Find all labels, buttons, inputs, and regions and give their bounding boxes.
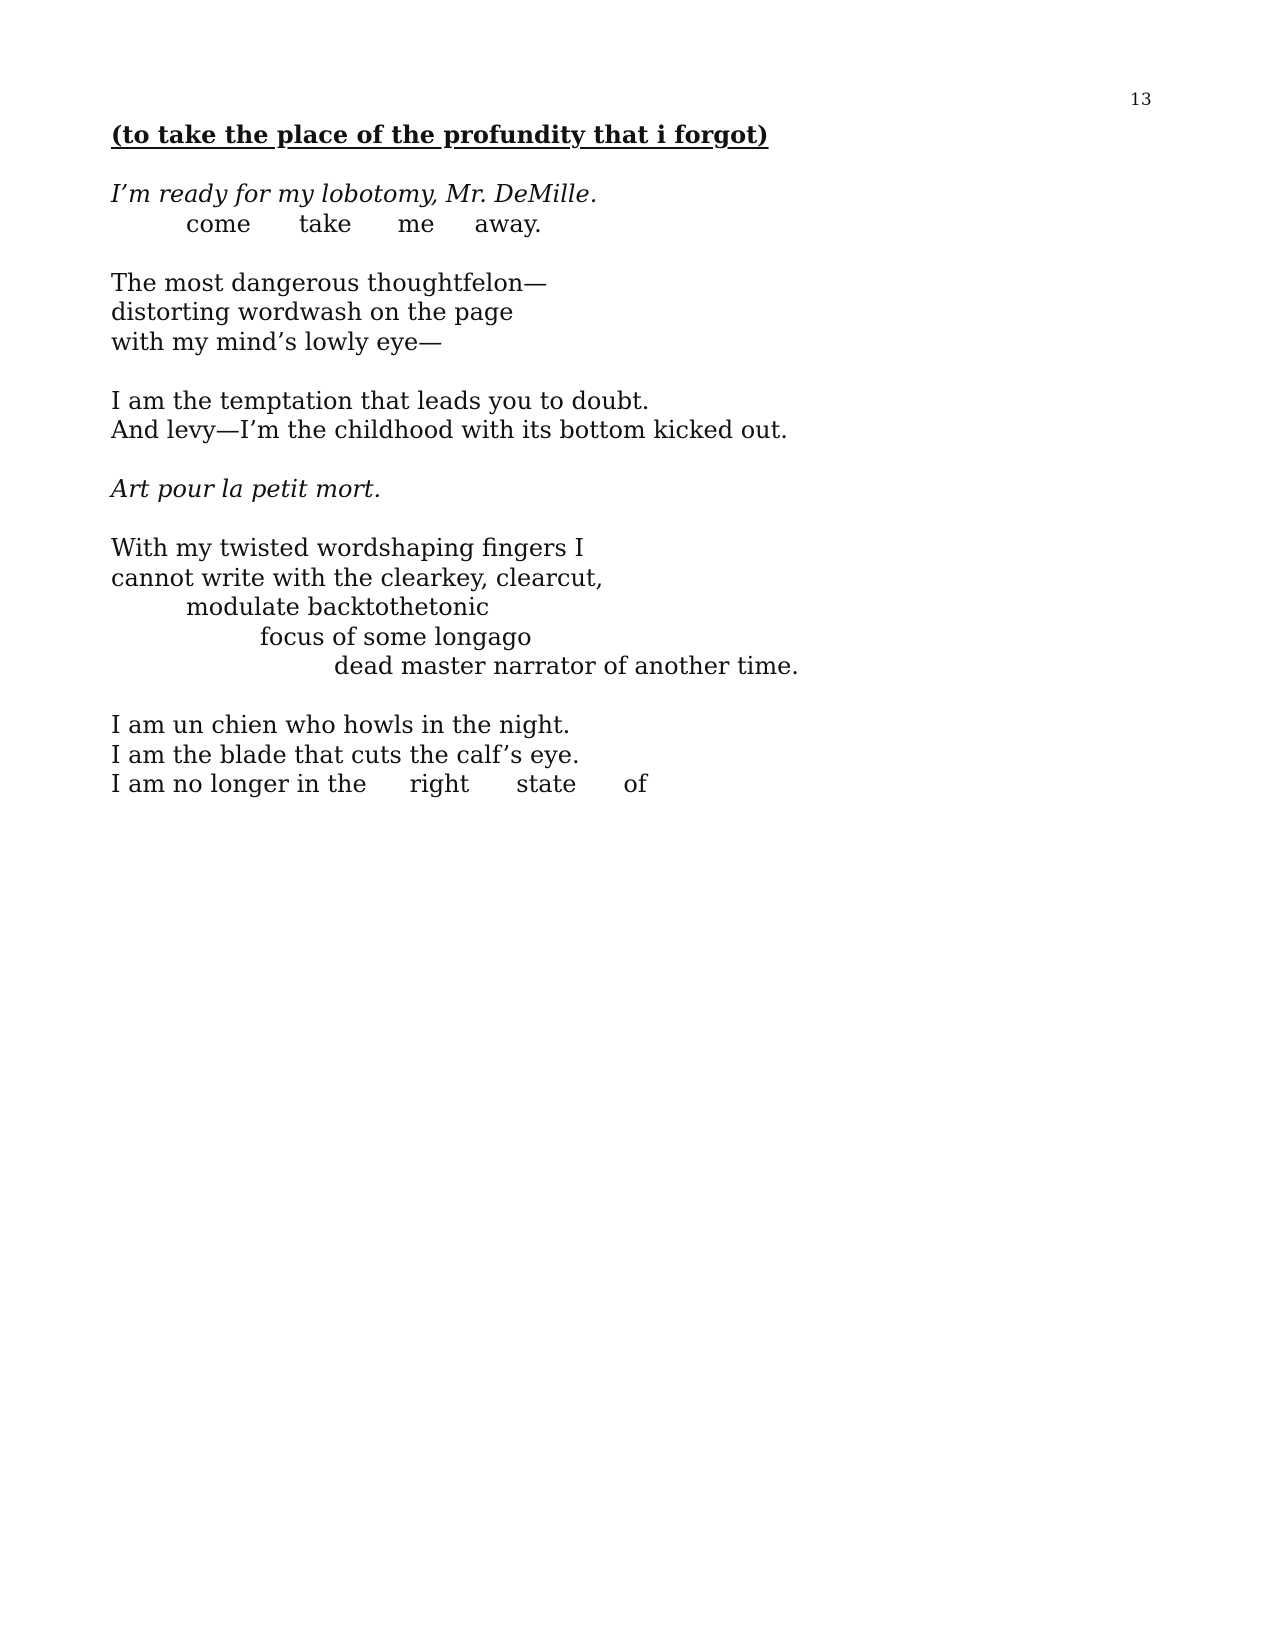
stanza-break (111, 357, 1211, 387)
stanza-1 (111, 180, 1211, 239)
stanza-5 (111, 534, 1211, 682)
stanza-break (111, 505, 1211, 535)
spaced-word: come (186, 209, 251, 238)
poem-line: with my mind’s lowly eye— (111, 327, 443, 356)
spaced-word: away. (474, 209, 542, 238)
poem-title: (to take the place of the profundity that i forgot) (111, 120, 769, 149)
spaced-word: state (516, 770, 577, 798)
poem-line-spaced (111, 210, 1211, 240)
poem-line: I am the blade that cuts the calf’s eye. (111, 740, 580, 769)
poem-line-spaced (111, 770, 1211, 800)
poem-line: cannot write with the clearkey, clearcut, (111, 563, 604, 592)
page-number: 13 (1130, 90, 1152, 110)
spaced-word: me (397, 209, 435, 238)
poem-line: Art pour la petit mort. (111, 475, 382, 503)
poem-body (111, 180, 1211, 800)
spaced-word: right (409, 770, 470, 798)
spaced-word: I am no longer in the (111, 770, 367, 798)
poem-line: The most dangerous thoughtfelon— (111, 268, 548, 297)
poem-line: I’m ready for my lobotomy, Mr. DeMille. (111, 180, 598, 208)
poem-line: distorting wordwash on the page (111, 298, 514, 326)
stanza-break (111, 682, 1211, 712)
poem-line: And levy—I’m the childhood with its bottom kicked out. (111, 416, 788, 444)
poem-line: focus of some longago (260, 622, 532, 651)
stanza-2 (111, 269, 1211, 358)
stanza-6 (111, 711, 1211, 800)
poem-line: With my twisted wordshaping fingers I (111, 534, 584, 562)
stanza-3 (111, 387, 1211, 446)
stanza-break (111, 239, 1211, 269)
poem-line: I am the temptation that leads you to doubt. (111, 386, 650, 415)
poem-line: modulate backtothetonic (186, 593, 490, 621)
spaced-word: take (298, 209, 352, 238)
poem-line: dead master narrator of another time. (334, 652, 799, 680)
spaced-word: of (623, 770, 647, 798)
poem-line: I am un chien who howls in the night. (111, 711, 571, 739)
stanza-4 (111, 475, 1211, 505)
stanza-break (111, 446, 1211, 476)
